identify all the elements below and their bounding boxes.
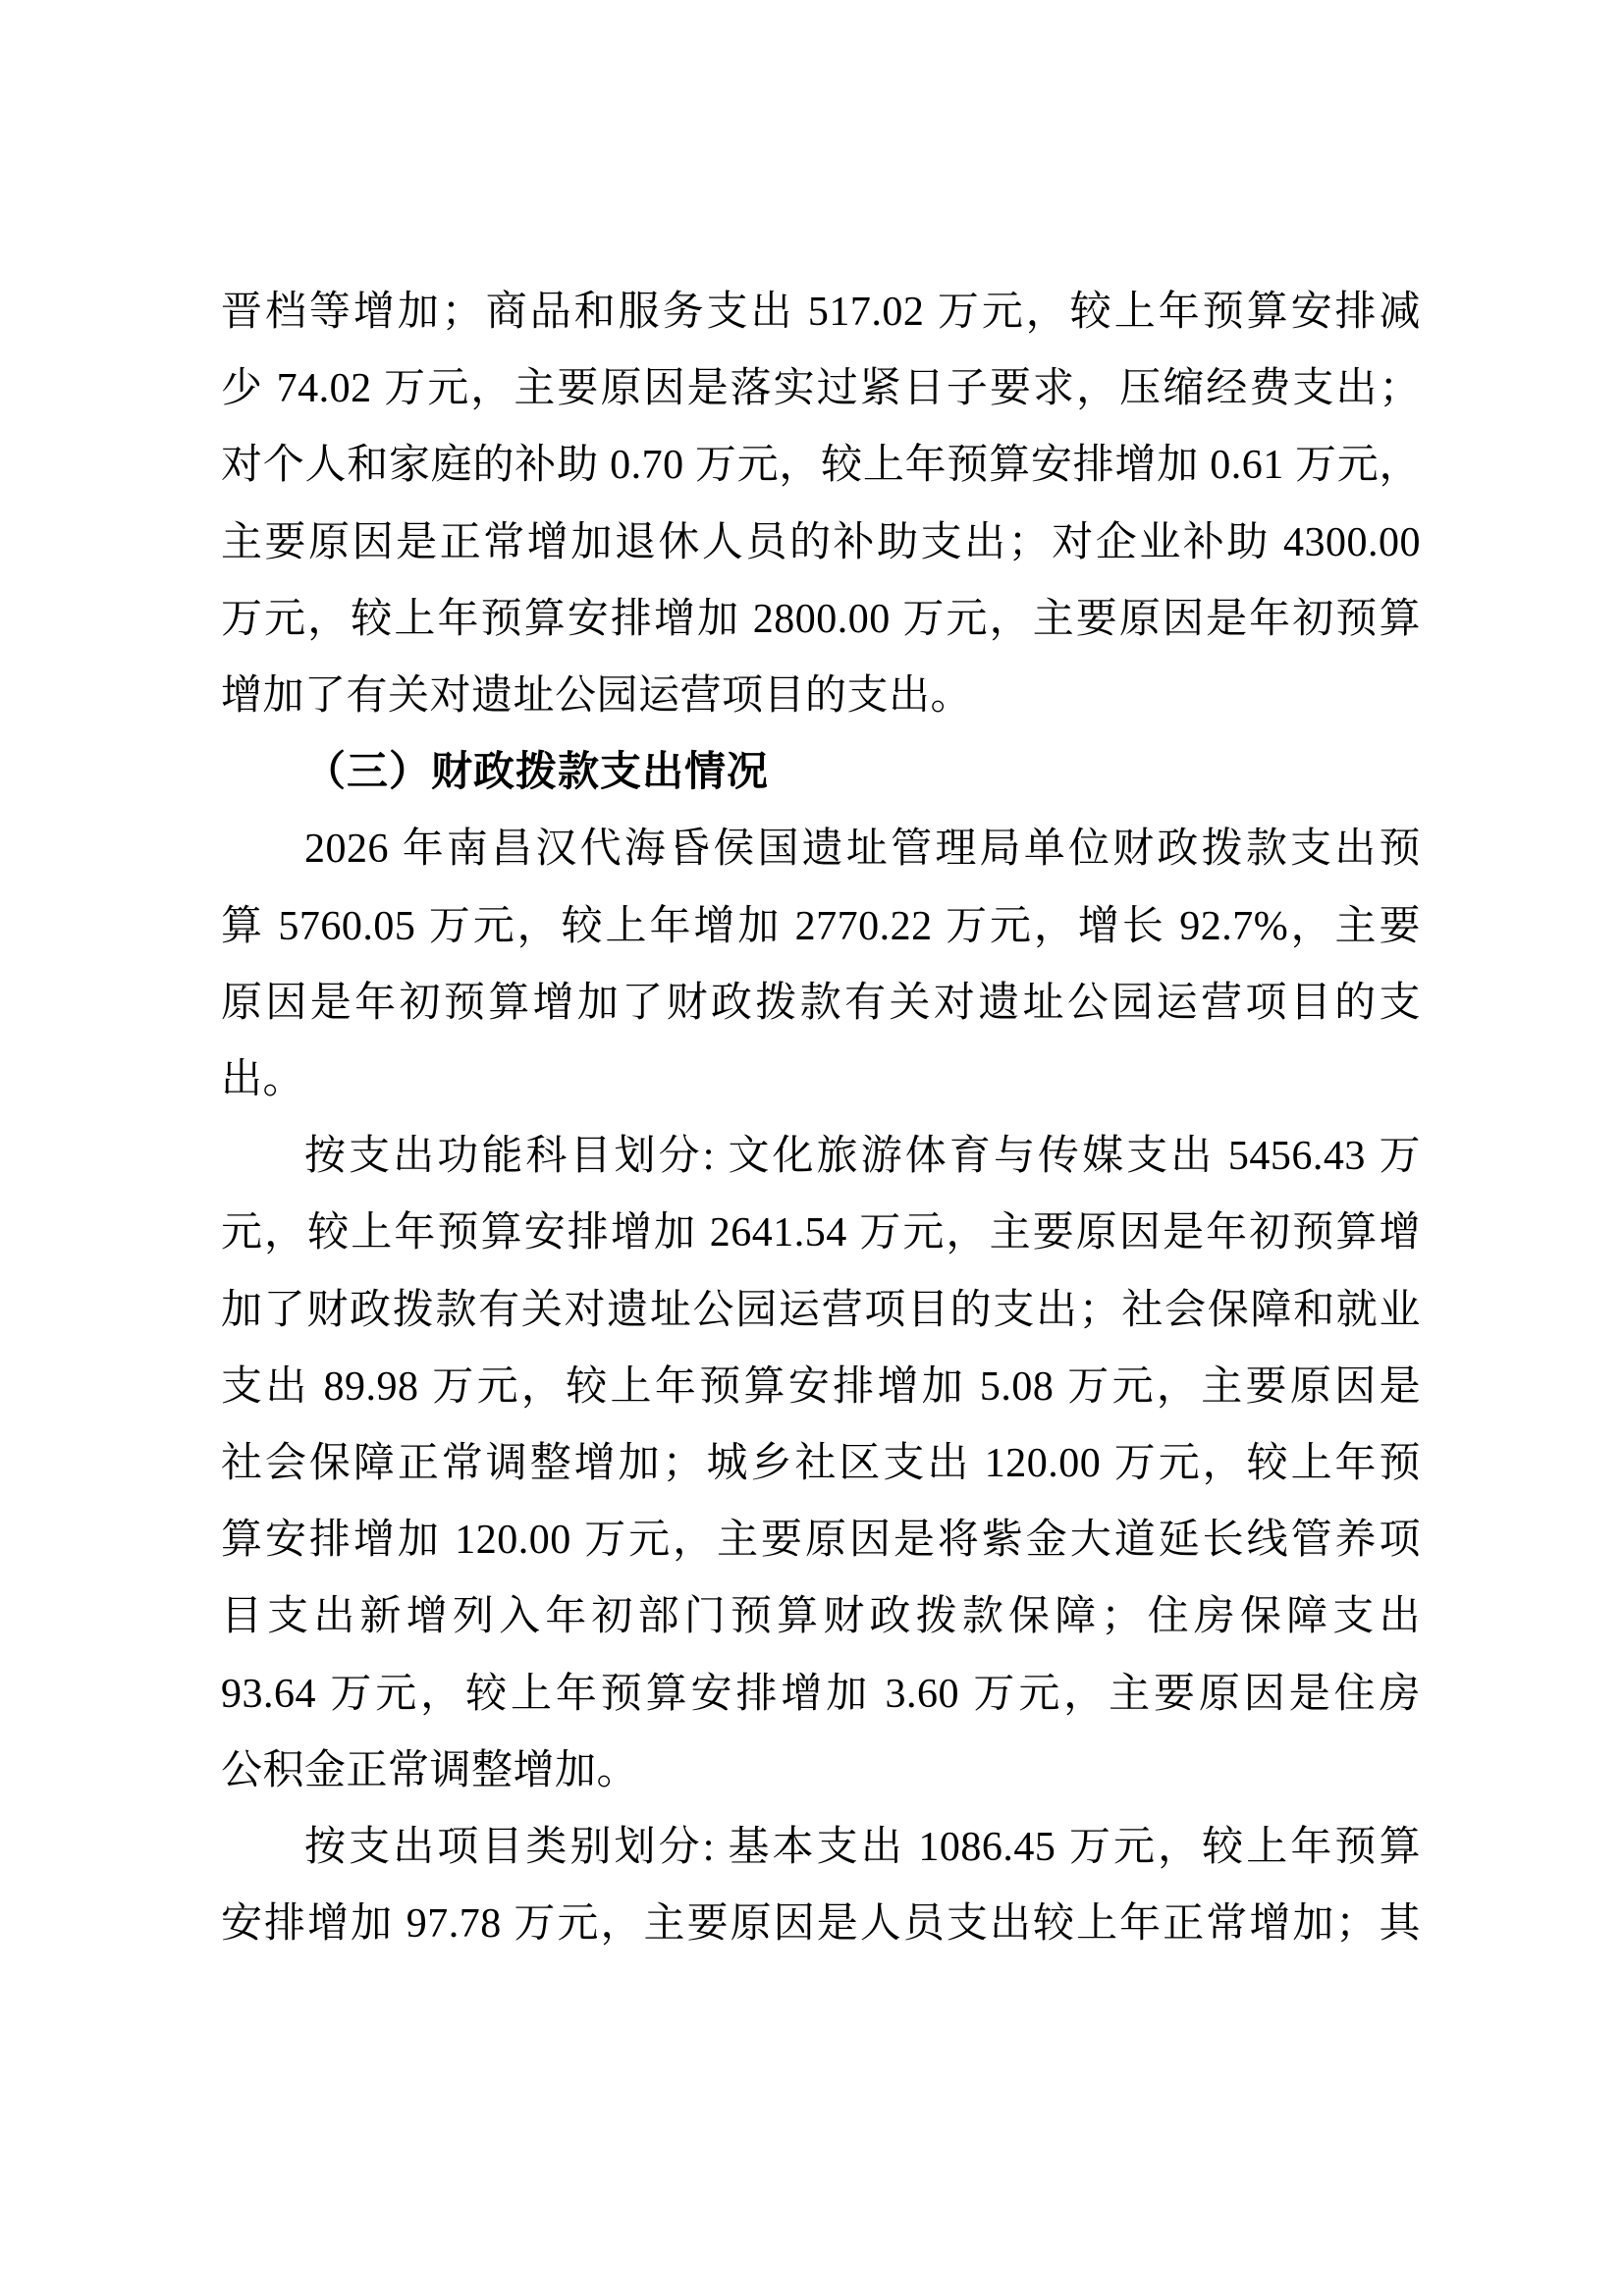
text-line: 算 5760.05 万元，较上年增加 2770.22 万元，增长 92.7%，主要 [221,903,1421,949]
text-line: 增加了有关对遗址公园运营项目的支出。 [221,673,973,720]
paragraph [221,1118,1421,1809]
text-line: 少 74.02 万元，主要原因是落实过紧日子要求，压缩经费支出； [221,366,1421,412]
text-line: 社会保障正常调整增加；城乡社区支出 120.00 万元，较上年预 [221,1441,1421,1487]
document-body [221,274,1421,1962]
text-line: 出。 [221,1057,305,1103]
text-line: 公积金正常调整增加。 [221,1747,639,1793]
text-line: 万元，较上年预算安排增加 2800.00 万元，主要原因是年初预算 [221,596,1421,642]
heading-line: （三）财政拨款支出情况 [304,750,770,796]
text-line: 加了财政拨款有关对遗址公园运营项目的支出；社会保障和就业 [221,1287,1421,1333]
text-line: 目支出新增列入年初部门预算财政拨款保障；住房保障支出 [221,1594,1421,1640]
text-line: 按支出项目类别划分: 基本支出 1086.45 万元，较上年预算 [304,1825,1421,1871]
paragraph [221,1809,1421,1962]
text-line: 原因是年初预算增加了财政拨款有关对遗址公园运营项目的支 [221,980,1421,1026]
paragraph [221,274,1421,734]
paragraph [221,811,1421,1118]
text-line: 晋档等增加；商品和服务支出 517.02 万元，较上年预算安排减 [221,290,1421,335]
text-line: 安排增加 97.78 万元，主要原因是人员支出较上年正常增加；其 [221,1901,1421,1948]
text-line: 93.64 万元，较上年预算安排增加 3.60 万元，主要原因是住房 [221,1671,1421,1717]
section-heading [221,734,1421,811]
text-line: 算安排增加 120.00 万元，主要原因是将紫金大道延长线管养项 [221,1518,1421,1564]
text-line: 按支出功能科目划分: 文化旅游体育与传媒支出 5456.43 万 [304,1134,1421,1180]
text-line: 2026 年南昌汉代海昏侯国遗址管理局单位财政拨款支出预 [304,827,1421,873]
text-line: 支出 89.98 万元，较上年预算安排增加 5.08 万元，主要原因是 [221,1363,1421,1410]
text-line: 元，较上年预算安排增加 2641.54 万元，主要原因是年初预算增 [221,1210,1421,1256]
text-line: 主要原因是正常增加退休人员的补助支出；对企业补助 4300.00 [221,519,1421,565]
text-line: 对个人和家庭的补助 0.70 万元，较上年预算安排增加 0.61 万元， [221,443,1421,489]
